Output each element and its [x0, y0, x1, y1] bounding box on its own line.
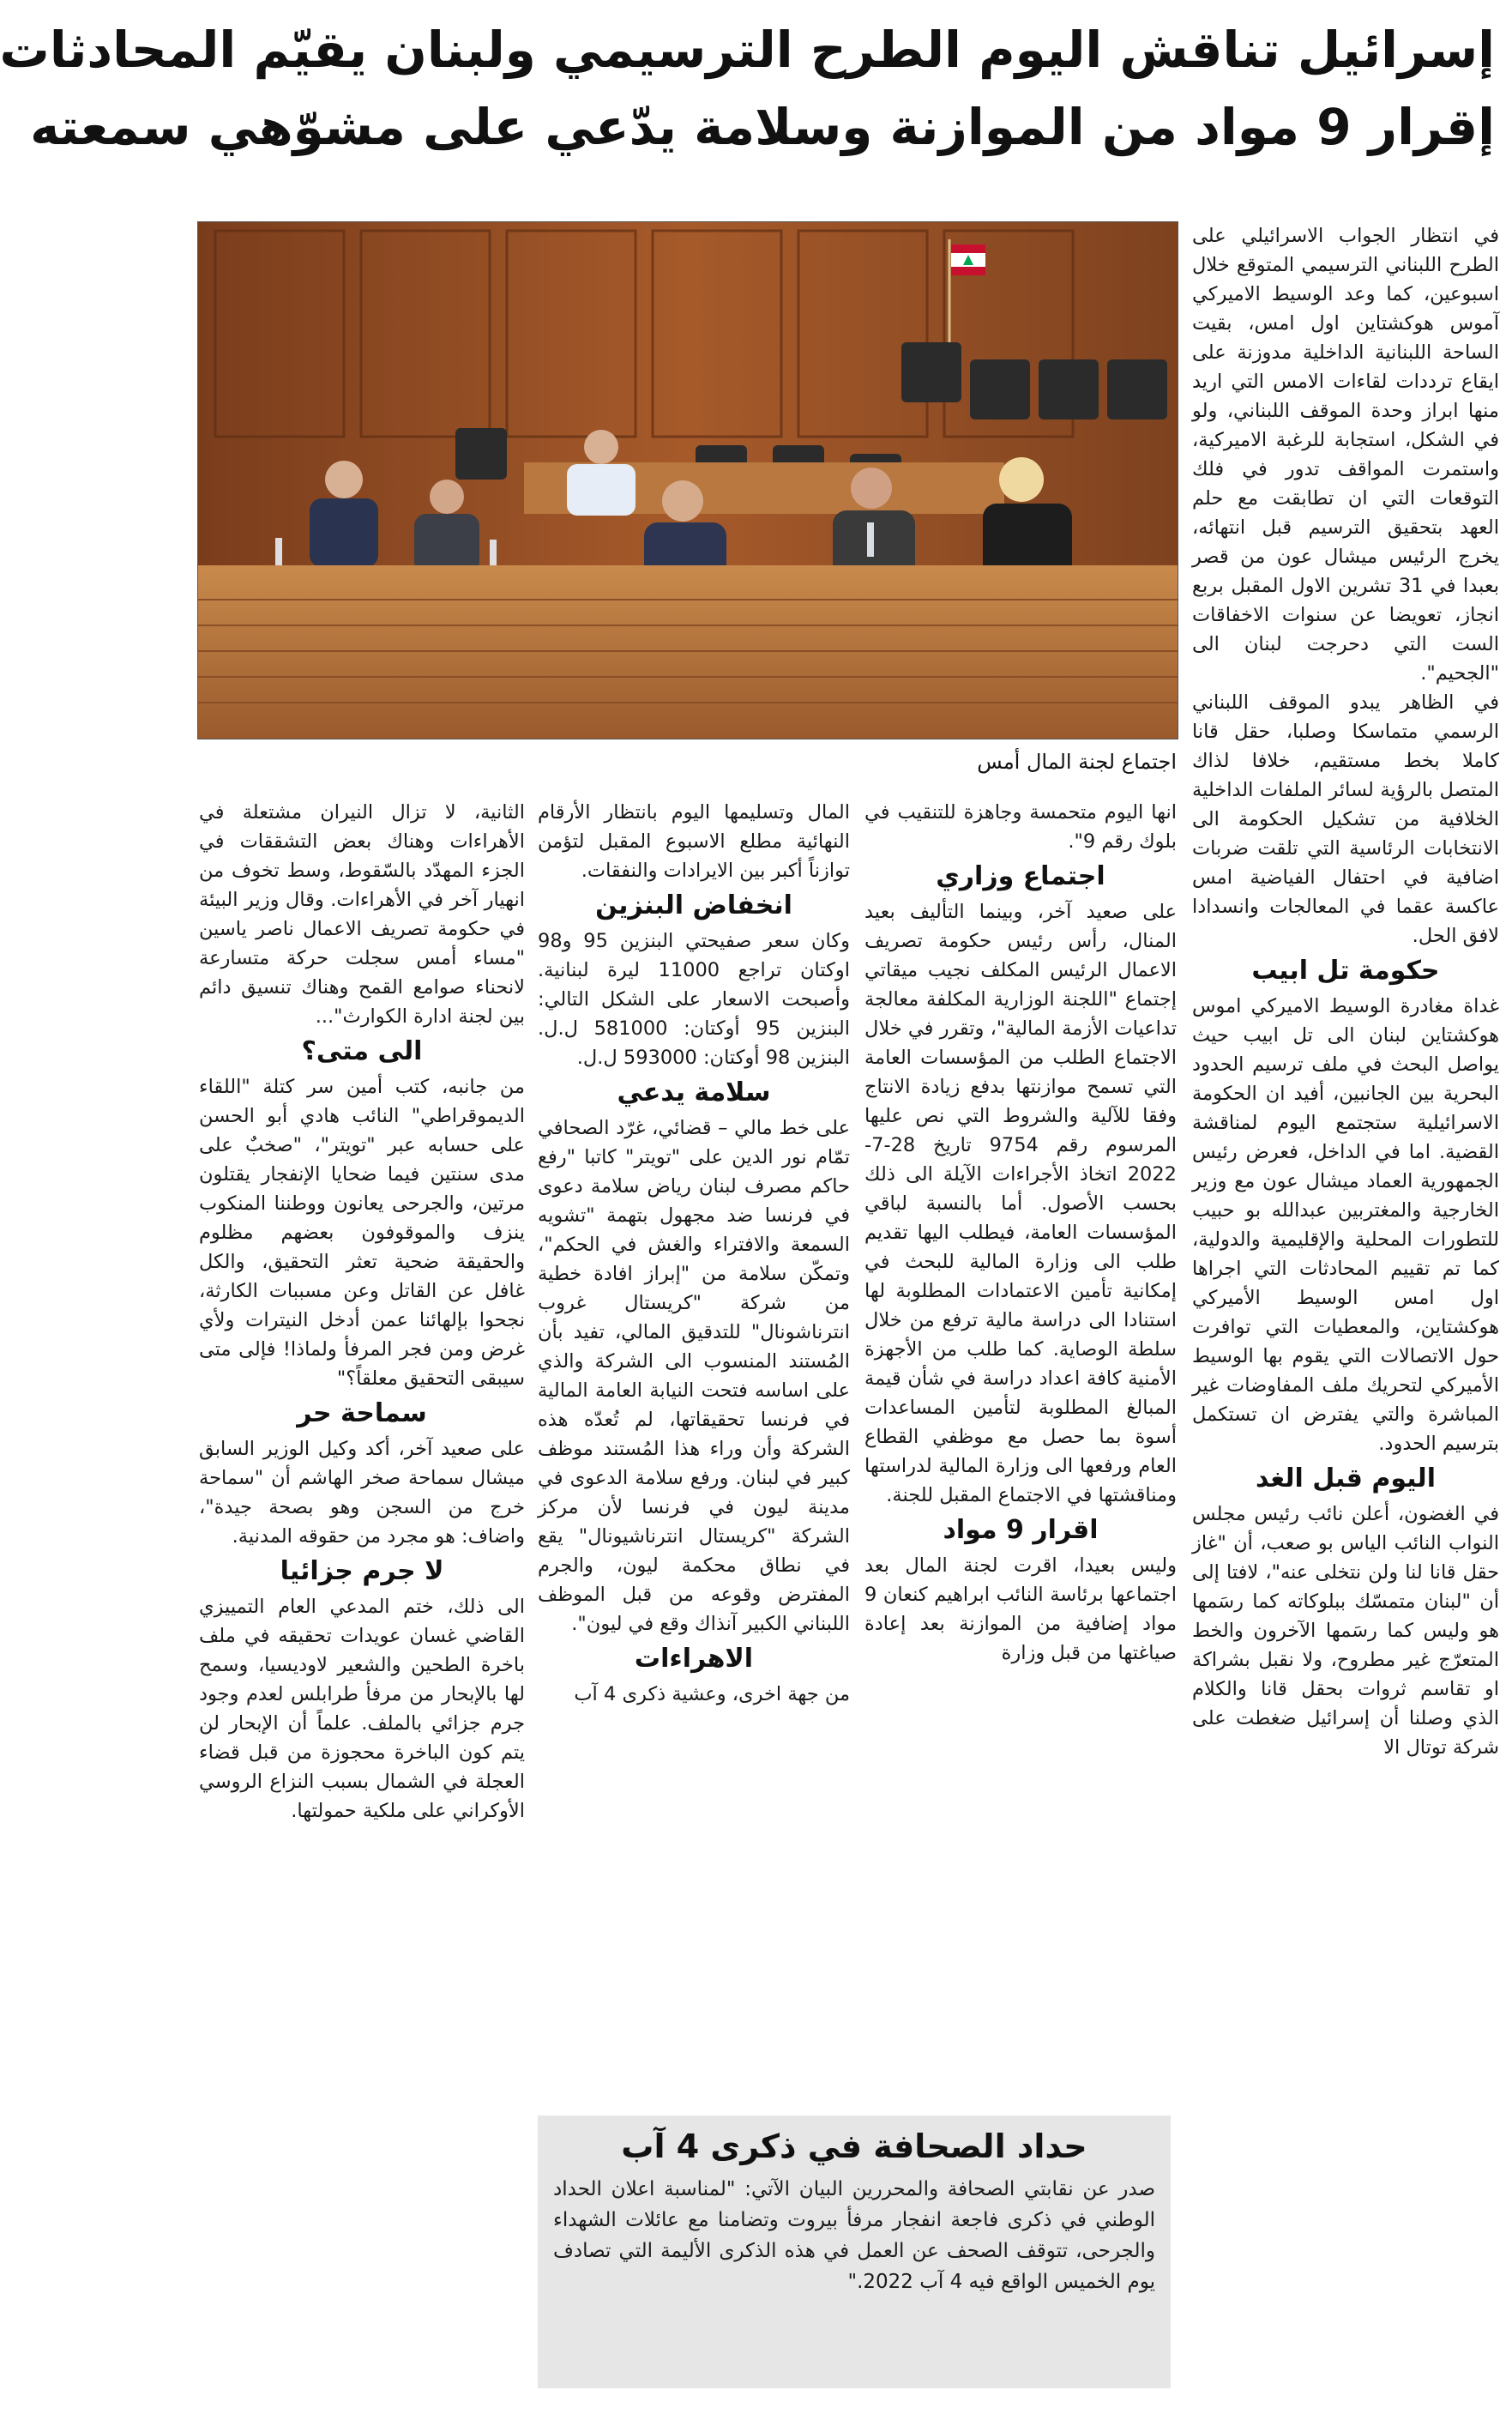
article-paragraph: وكان سعر صفيحتي البنزين 95 و98 اوكتان تراجع 11000 ليرة لبنانية. وأصبحت الاسعار على الشكل التالي: البنزين 95 أوكتان: 581000 ل.ل. البنزين 98 أوكتان: 593000 ل.ل. — [538, 930, 850, 1069]
section-subheading: الى متى؟ — [301, 1036, 423, 1066]
section-subheading: اجتماع وزاري — [936, 861, 1105, 891]
article-column-left — [199, 798, 525, 2400]
section-subheading: سماحة حر — [297, 1398, 427, 1428]
article-paragraph: من جانبه، كتب أمين سر كتلة "اللقاء الديموقراطي" النائب هادي أبو الحسن على حسابه عبر "تويتر"، "صخبٌ على مدى سنتين فيما ضحايا الإنفجار يقتلون مرتين، والجرحى يعانون ووطننا المنكوب ينزف والموقوفون بعضهم مظلوم والحقيقة ضحية تعثر التحقيق، والكل غافل عن القاتل وعن مسببات الكارثة، نجحوا بإلهائنا عمن أدخل النيترات ولأي غرض ومن فجر المرفأ ولماذا! فإلى متى سيبقى التحقيق معلقاً؟" — [199, 1076, 525, 1390]
section-subheading: حكومة تل ابيب — [1251, 956, 1440, 986]
article-paragraph: الثانية، لا تزال النيران مشتعلة في الأهراءات وهناك بعض التشققات في الجزء المهدّد بالسّقوط، وسط تخوف من انهيار آخر في الأهراءات. وقال وزير البيئة في حكومة تصريف الاعمال ناصر ياسين "مساء أمس سجلت حركة متسارعة لانحناء صوامع القمح وهناك تنسيق دائم بين لجنة ادارة الكوارث"... — [199, 801, 525, 1028]
box-title: حداد الصحافة في ذكرى 4 آب — [621, 2127, 1087, 2165]
article-paragraph: وليس بعيدا، اقرت لجنة المال بعد اجتماعها برئاسة النائب ابراهيم كنعان 9 مواد إضافية من الموازنة بعد إعادة صياغتها من قبل وزارة — [864, 1554, 1177, 1664]
box-body: صدر عن نقابتي الصحافة والمحررين البيان الآتي: "لمناسبة اعلان الحداد الوطني في ذكرى فاجعة انفجار مرفأ بيروت وتضامنا مع عائلات الشهداء والجرحى، تتوقف الصحف عن العمل في هذه الذكرى الأليمة التي تصادف يوم الخميس الواقع فيه 4 آب 2022." — [553, 2178, 1155, 2293]
article-paragraph: من جهة اخرى، وعشية ذكرى 4 آب — [574, 1683, 850, 1705]
headline-line-1: إسرائيل تناقش اليوم الطرح الترسيمي ولبنان يقيّم المحادثات — [0, 21, 1495, 79]
section-subheading: انخفاض البنزين — [595, 890, 792, 920]
committee-meeting-photo — [197, 221, 1178, 739]
section-subheading: الاهراءات — [634, 1644, 754, 1674]
article-paragraph: غداة مغادرة الوسيط الاميركي اموس هوكشتاين لبنان الى تل ابيب حيث يواصل البحث في ملف ترسيم الحدود البحرية بين الجانبين، أفيد ان الحكومة الاسرائيلية ستجتمع اليوم لمناقشة القضية. اما في الداخل، فعرض رئيس الجمهورية العماد ميشال عون مع وزير الخارجية والمغتربين عبدالله بو حبيب للتطورات المحلية والإقليمية والدولية، كما تم تقييم المحادثات التي اجراها اول امس الوسيط الأميركي هوكشتاين، والمعطيات التي توافرت حول الاتصالات التي يقوم بها الوسيط الأميركي لتحريك ملف المفاوضات غير المباشرة والتي يفترض ان تستكمل بترسيم الحدود. — [1192, 995, 1499, 1455]
press-mourning-box — [538, 2115, 1171, 2388]
article-paragraph: على صعيد آخر، وبينما التأليف بعيد المنال، رأس رئيس حكومة تصريف الاعمال الرئيس المكلف نجيب ميقاتي إجتماع "اللجنة الوزارية المكلفة معالجة تداعيات الأزمة المالية"، وتقرر في خلال الاجتماع الطلب من المؤسسات العامة التي تسمح موازنتها بدفع زيادة الانتاج وفقا للآلية والشروط التي نص عليها المرسوم رقم 9754 تاريخ 28-7-2022 اتخاذ الأجراءات الآيلة الى ذلك بحسب الأصول. أما بالنسبة لباقي المؤسسات العامة، فيطلب اليها تقديم طلب الى وزارة المالية للبحث في إمكانية تأمين الاعتمادات المطلوبة لها استنادا الى دراسة مالية ترفع من خلال سلطة الوصاية. كما طلب من الأجهزة الأمنية كافة اعداد دراسة في شأن قيمة المبالغ المطلوبة لتأمين المساعدات أسوة بما حصل مع موظفي القطاع العام ورفعها الى وزارة المالية لدراستها ومناقشتها في الاجتماع المقبل للجنة. — [864, 901, 1177, 1506]
photo-caption: اجتماع لجنة المال أمس — [977, 750, 1177, 774]
article-paragraph: في الغضون، أعلن نائب رئيس مجلس النواب النائب الياس بو صعب، أن "غاز حقل قانا لنا ولن نتخلى عنه"، لافتا إلى أن "لبنان متمسّك ببلوكاته كما رسَمها هو وليس كما رسَمها الآخرون والخط المتعرّج غير مطروح، ولا نقبل بشراكة او تقاسم ثروات بحقل قانا والكلام الذي وصلنا أن إسرائيل ضغطت على شركة توتال الا — [1192, 1503, 1499, 1759]
section-subheading: اقرار 9 مواد — [943, 1515, 1099, 1545]
article-paragraph: المال وتسليمها اليوم بانتظار الأرقام النهائية مطلع الاسبوع المقبل لتؤمن توازناً أكبر بين الايرادات والنفقات. — [538, 801, 850, 882]
article-paragraph: في الظاهر يبدو الموقف اللبناني الرسمي متماسكا وصلبا، حقل قانا كاملا بخط مستقيم، خلافا لذاك المتصل بالرؤية لسائر الملفات الداخلية الخلافية من تشكيل الحكومة الى الانتخابات الرئاسية التي تلقت ضربات اضافية في احتفال الفياضية امس عاكسة عقما في المعالجات وانسدادا لافق الحل. — [1192, 691, 1499, 947]
article-paragraph: انها اليوم متحمسة وجاهزة للتنقيب في بلوك رقم 9". — [864, 801, 1177, 853]
article-paragraph: الى ذلك، ختم المدعي العام التمييزي القاضي غسان عويدات تحقيقه في ملف باخرة الطحين والشعير لاوديسيا، وسمح لها بالإبحار من مرفأ طرابلس لعدم وجود جرم جزائي بالملف. علماً أن الإبحار لن يتم كون الباخرة محجوزة من قبل قضاء العجلة في الشمال بسبب النزاع الروسي الأوكراني على ملكية حمولتها. — [199, 1596, 525, 1822]
article-paragraph: على خط مالي – قضائي، غرّد الصحافي تمّام نور الدين على "تويتر" كاتبا "رفع حاكم مصرف لبنان رياض سلامة دعوى في فرنسا ضد مجهول بتهمة "تشويه السمعة والافتراء والغش في الحكم"، وتمكّن سلامة من "إبراز افادة خطية من شركة "كريستال غروب انترناشونال" للتدقيق المالي، تفيد بأن المُستند المنسوب الى الشركة والذي على اساسه فتحت النيابة العامة المالية في فرنسا تحقيقاتها، لم تُعدّه هذه الشركة وأن وراء هذا المُستند موظف كبير في لبنان. ورفع سلامة الدعوى في مدينة ليون في فرنسا لأن مركز الشركة "كريستال انترناشيونال" يقع في نطاق محكمة ليون، والجرم المفترض وقوعه من قبل الموظف اللبناني الكبير آنذاك وقع في ليون". — [538, 1117, 850, 1635]
section-subheading: سلامة يدعي — [617, 1077, 771, 1107]
article-paragraph: على صعيد آخر، أكد وكيل الوزير السابق ميشال سماحة صخر الهاشم أن "سماحة خرج من السجن وهو بصحة جيدة"، واضاف: هو مجرد من حقوقه المدنية. — [199, 1438, 525, 1548]
article-column-middle — [864, 798, 1177, 2105]
section-subheading: اليوم قبل الغد — [1256, 1463, 1436, 1494]
article-column-right — [1192, 221, 1499, 2400]
headline-line-2: إقرار 9 مواد من الموازنة وسلامة يدّعي على مشوّهي سمعته — [30, 98, 1495, 156]
article-paragraph: في انتظار الجواب الاسرائيلي على الطرح اللبناني الترسيمي المتوقع خلال اسبوعين، كما وعد الوسيط الاميركي آموس هوكشتاين اول امس، بقيت الساحة اللبنانية الداخلية مدوزنة على ايقاع ترددات لقاءات الامس التي اريد منها ابراز وحدة الموقف اللبناني، ولو في الشكل، استجابة للرغبة الاميركية، واستمرت المواقف تدور في فلك التوقعات التي ان تطابقت مع حلم العهد بتحقيق الترسيم قبل انتهائه، يخرج الرئيس ميشال عون من قصر بعبدا في 31 تشرين الاول المقبل بربع انجاز، تعويضا عن سنوات الاخفاقات الست التي دحرجت لبنان الى "الجحيم". — [1192, 225, 1499, 685]
article-column-middle-left — [538, 798, 850, 2105]
section-subheading: لا جرم جزائيا — [280, 1556, 444, 1586]
